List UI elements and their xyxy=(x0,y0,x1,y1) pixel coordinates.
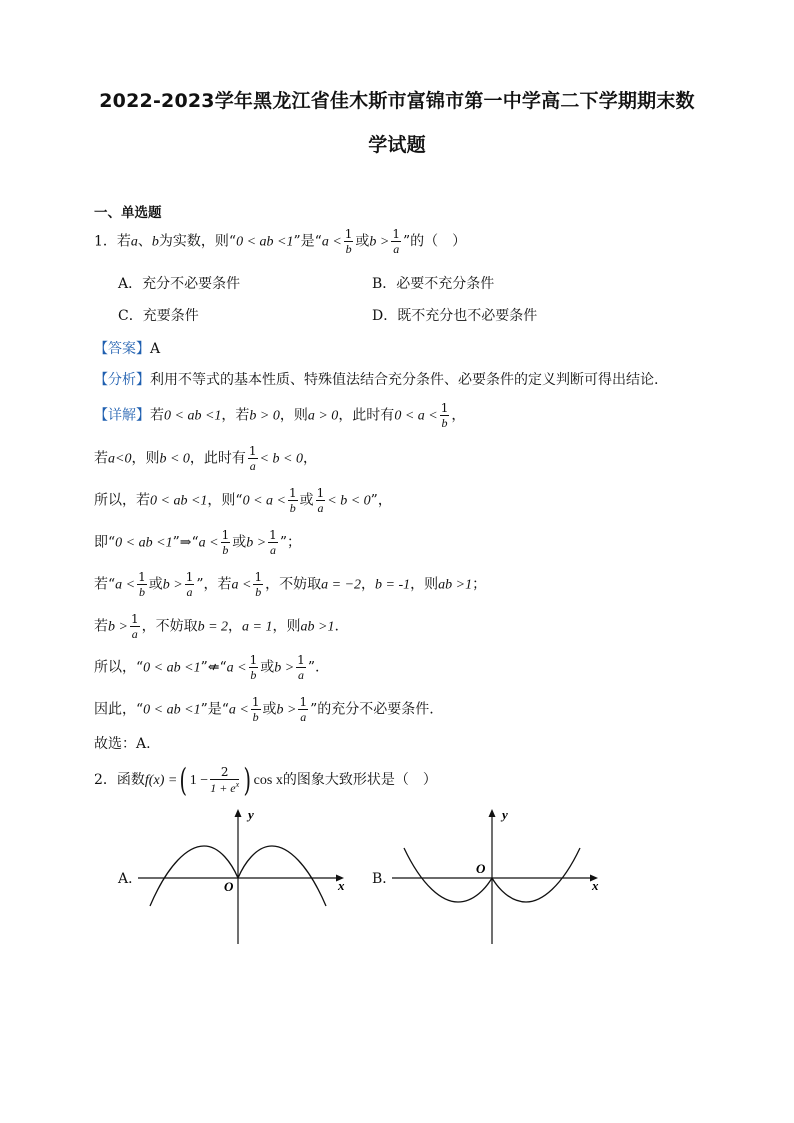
q2-stem: 2．函数f(x) =( 1 − $\frac{2}{1 + e^x}$ ) cos x的图象大致形状是（ ） xyxy=(94,761,437,799)
fraction-1-over-a: $\frac{1}{a}$ xyxy=(392,227,401,256)
y-axis-arrow xyxy=(235,809,242,817)
q1-stem: 1．若a、b为实数，则“0 < ab <1”是“a < $\frac{1}{b}$ 或b > $\frac{1}{a}$ ”的（ ） xyxy=(94,227,467,256)
q1-detail-line-8: 因此，“0 < ab <1”是“a < $\frac{1}{b}$ 或b > $\frac{1}{a}$ ”的充分不必要条件. xyxy=(94,695,434,724)
q2-option-b-label: B． xyxy=(372,871,397,887)
q1-option-c: C．充要条件 xyxy=(118,308,199,324)
section-heading: 一、单选题 xyxy=(94,205,162,221)
q1-answer: 【答案】A xyxy=(94,341,161,357)
y-axis-arrow xyxy=(489,809,496,817)
x-axis-label: x xyxy=(338,878,345,893)
q1-detail-line-2: 若a<0，则b < 0，此时有 $\frac{1}{a}$ < b < 0， xyxy=(94,444,317,473)
q2-graph-a xyxy=(138,806,358,948)
y-axis-label: y xyxy=(502,807,508,822)
q1-detail-line-1: 【详解】若0 < ab <1，若b > 0，则a > 0，此时有0 < a < $\frac{1}{b}$ ， xyxy=(94,401,466,430)
y-axis-label: y xyxy=(248,807,254,822)
q1-detail-line-5: 若“a < $\frac{1}{b}$ 或b > $\frac{1}{a}$ ”，若a < $\frac{1}{b}$ ，不妨取a = −2，b = -1，则ab >1； xyxy=(94,570,487,599)
q1-conclusion: 故选：A. xyxy=(94,736,151,752)
fraction-1-over-b: $\frac{1}{b}$ xyxy=(344,227,353,256)
x-axis-label: x xyxy=(592,878,599,893)
q1-option-b: B．必要不充分条件 xyxy=(372,276,495,292)
q2-graph-b xyxy=(392,806,612,948)
q1-detail-line-4: 即“0 < ab <1”⇒“a < $\frac{1}{b}$ 或b > $\frac{1}{a}$ ”； xyxy=(94,528,301,557)
q1-analysis: 【分析】利用不等式的基本性质、特殊值法结合充分条件、必要条件的定义判断可得出结论. xyxy=(94,372,659,388)
q1-option-d: D．既不充分也不必要条件 xyxy=(372,308,538,324)
page-title-line2: 学试题 xyxy=(368,134,426,156)
origin-label: O xyxy=(476,861,486,876)
q1-detail-line-7: 所以，“0 < ab <1”⇍“a < $\frac{1}{b}$ 或b > $\frac{1}{a}$ ”. xyxy=(94,653,320,682)
page-title: 2022-2023学年黑龙江省佳木斯市富锦市第一中学高二下学期期末数 xyxy=(99,90,695,112)
origin-label: O xyxy=(224,879,234,894)
q2-option-a-label: A． xyxy=(118,871,143,887)
q1-detail-line-6: 若b > $\frac{1}{a}$ ，不妨取b = 2，a = 1，则ab >1. xyxy=(94,612,339,641)
q1-option-a: A．充分不必要条件 xyxy=(118,276,241,292)
q1-detail-line-3: 所以，若0 < ab <1，则“0 < a < $\frac{1}{b}$ 或 $\frac{1}{a}$ < b < 0”， xyxy=(94,486,392,515)
